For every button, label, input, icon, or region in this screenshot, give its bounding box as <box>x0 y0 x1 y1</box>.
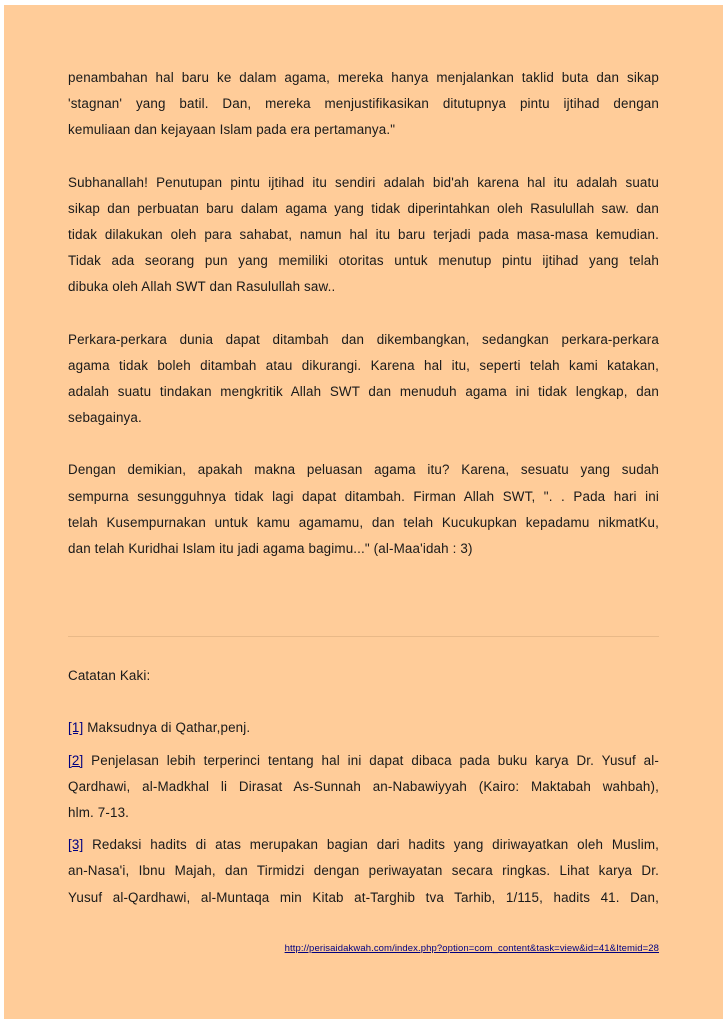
footnote-text: Penjelasan lebih terperinci tentang hal ini dapat dibaca pada buku karya Dr. Yusuf al- <box>91 752 659 768</box>
footnote-link[interactable]: [1] <box>68 720 84 736</box>
paragraph <box>68 65 659 144</box>
text-line: sikap dan perbuatan baru dalam agama yang tidak diperintahkan oleh Rasulullah saw. dan <box>68 200 659 216</box>
footnote-line <box>68 715 659 741</box>
footnote-line: an-Nasa'i, Ibnu Majah, dan Tirmidzi dengan periwayatan secara ringkas. Lihat karya Dr. <box>68 863 659 879</box>
footnotes-heading: Catatan Kaki: <box>68 668 151 684</box>
paragraph <box>68 170 659 301</box>
footnote-link[interactable]: [3] <box>68 837 84 853</box>
text-line: dibuka oleh Allah SWT dan Rasulullah saw.. <box>68 279 336 295</box>
horizontal-divider <box>68 636 659 637</box>
text-line: sebagainya. <box>68 410 142 426</box>
document-page <box>4 5 723 1019</box>
text-line: telah Kusempurnakan untuk kamu agamamu, dan telah Kucukupkan kepadamu nikmatKu, <box>68 514 659 530</box>
footnote-line: Yusuf al-Qardhawi, al-Muntaqa min Kitab at-Targhib tva Tarhib, 1/115, hadits 41. Dan, <box>68 889 659 905</box>
text-line: 'stagnan' yang batil. Dan, mereka menjustifikasikan ditutupnya pintu ijtihad dengan <box>68 96 659 112</box>
footnote-line: hlm. 7-13. <box>68 805 130 821</box>
text-line: dan telah Kuridhai Islam itu jadi agama bagimu..." (al-Maa'idah : 3) <box>68 541 473 557</box>
text-line: Tidak ada seorang pun yang memiliki otoritas untuk menutup pintu ijtihad yang telah <box>68 253 659 269</box>
source-url-link[interactable]: http://perisaidakwah.com/index.php?option=com_content&task=view&id=41&Itemid=28 <box>284 943 659 954</box>
text-line: agama tidak boleh ditambah atau dikurangi. Karena hal itu, seperti telah kami katakan, <box>68 357 659 373</box>
footnote-line <box>68 748 659 774</box>
footnote-line: Qardhawi, al-Madkhal li Dirasat As-Sunnah an-Nabawiyyah (Kairo: Maktabah wahbah), <box>68 778 659 794</box>
paragraph <box>68 327 659 432</box>
paragraph <box>68 457 659 562</box>
footnote-text: Redaksi hadits di atas merupakan bagian dari hadits yang diriwayatkan oleh Muslim, <box>92 837 659 853</box>
text-line: adalah suatu tindakan mengkritik Allah SWT dan menuduh agama ini tidak lengkap, dan <box>68 384 659 400</box>
footnote <box>68 832 659 911</box>
article-body <box>68 65 659 911</box>
footnote-link[interactable]: [2] <box>68 752 84 768</box>
text-line: Dengan demikian, apakah makna peluasan agama itu? Karena, sesuatu yang sudah <box>68 462 659 478</box>
text-line: kemuliaan dan kejayaan Islam pada era pertamanya." <box>68 122 396 138</box>
text-line: tidak dilakukan oleh para sahabat, namun hal itu baru terjadi pada masa-masa kemudian. <box>68 227 659 243</box>
text-line: sempurna sesungguhnya tidak lagi dapat ditambah. Firman Allah SWT, ". . Pada hari ini <box>68 488 659 504</box>
text-line: Subhanallah! Penutupan pintu ijtihad itu sendiri adalah bid'ah karena hal itu adalah suatu <box>68 174 659 190</box>
footnote <box>68 715 659 741</box>
footnote-text: Maksudnya di Qathar,penj. <box>87 720 251 736</box>
text-line: Perkara-perkara dunia dapat ditambah dan dikembangkan, sedangkan perkara-perkara <box>68 331 659 347</box>
footnote <box>68 748 659 827</box>
footnote-line <box>68 832 659 858</box>
text-line: penambahan hal baru ke dalam agama, mereka hanya menjalankan taklid buta dan sikap <box>68 70 659 85</box>
